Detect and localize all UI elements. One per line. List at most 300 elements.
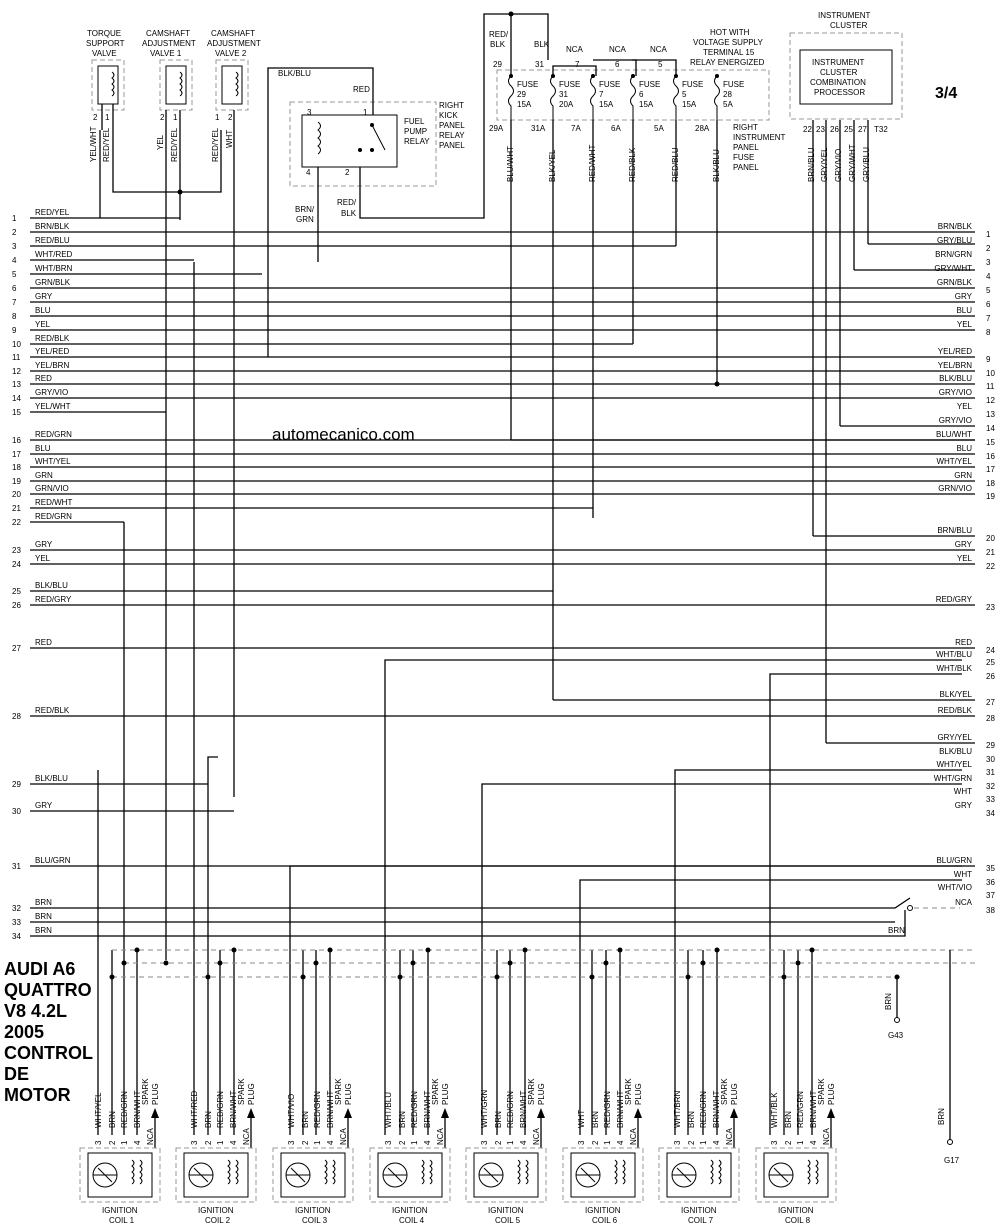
fuse-number: 7 xyxy=(599,90,604,99)
spark-plug-label: PLUG xyxy=(151,1083,160,1105)
svg-text:2: 2 xyxy=(345,168,350,177)
left-pin-color: RED xyxy=(35,638,52,647)
coil-box xyxy=(756,1148,836,1202)
fuse-5 xyxy=(654,60,703,182)
svg-text:1: 1 xyxy=(215,113,220,122)
right-pin-color: YEL xyxy=(956,320,972,329)
coil-symbol-icon xyxy=(236,72,238,96)
left-pin-number: 16 xyxy=(12,436,21,445)
arrow-up-icon xyxy=(537,1108,545,1118)
bus-splice-dot xyxy=(701,961,706,966)
fuse-in-pin: 6 xyxy=(615,60,620,69)
svg-text:2: 2 xyxy=(160,113,165,122)
coil-box xyxy=(176,1148,256,1202)
coil-winding-icon xyxy=(615,1160,617,1184)
svg-text:TERMINAL 15: TERMINAL 15 xyxy=(703,48,755,57)
left-pin-color: GRN/VIO xyxy=(35,484,69,493)
fuse-29 xyxy=(489,60,538,182)
left-pin-number: 8 xyxy=(12,312,17,321)
coil-label: IGNITION xyxy=(392,1206,428,1215)
left-row-14 xyxy=(12,388,975,403)
ignition-coils xyxy=(80,948,900,1226)
svg-text:1: 1 xyxy=(363,108,368,117)
coil-wire-color: WHT/BRN xyxy=(673,1090,682,1128)
cluster-pin-number: 22 xyxy=(803,125,812,134)
coil-wire-color: RED/GRN xyxy=(313,1091,322,1128)
coil-box xyxy=(466,1148,546,1202)
left-row-24 xyxy=(12,554,975,569)
label-blk-blu: BLK/BLU xyxy=(278,69,311,78)
fuse-number: 6 xyxy=(639,90,644,99)
left-pin-number: 6 xyxy=(12,284,17,293)
left-row-26 xyxy=(12,595,975,610)
coil-label: IGNITION xyxy=(778,1206,814,1215)
label-top-blk2: BLK xyxy=(534,40,550,49)
left-pin-color: BRN xyxy=(35,898,52,907)
left-row-2 xyxy=(12,222,975,237)
coil-wire-color: WHT/BLU xyxy=(384,1092,393,1128)
left-pin-number: 23 xyxy=(12,546,21,555)
left-row-12 xyxy=(12,361,975,376)
fuse-amperage: 20A xyxy=(559,100,574,109)
svg-text:RIGHT: RIGHT xyxy=(439,101,464,110)
coil-pin-number: 2 xyxy=(398,1140,407,1145)
fuse-name: FUSE xyxy=(559,80,581,89)
svg-text:WHT: WHT xyxy=(225,129,234,148)
left-pin-color: BLU/GRN xyxy=(35,856,71,865)
bus-splice-dot xyxy=(523,948,528,953)
left-pin-color: YEL/RED xyxy=(35,347,70,356)
left-row-27 xyxy=(12,638,975,653)
fuse-amperage: 5A xyxy=(723,100,733,109)
right-pin-color: BRN/BLU xyxy=(937,526,972,535)
svg-text:VALVE: VALVE xyxy=(92,49,117,58)
coil-pin-number: NCA xyxy=(436,1128,445,1145)
right-pin-number: 21 xyxy=(986,548,995,557)
ignition-coil-6 xyxy=(563,1078,643,1225)
svg-text:VALVE 1: VALVE 1 xyxy=(150,49,182,58)
label-top-blk: BLK xyxy=(490,40,506,49)
right-pin-number: 11 xyxy=(986,382,995,391)
camshaft-valve-1 xyxy=(142,29,196,110)
g17-wire-label: BRN xyxy=(937,1108,946,1125)
svg-text:RIGHT: RIGHT xyxy=(733,123,758,132)
coil-box xyxy=(563,1148,643,1202)
svg-text:COMBINATION: COMBINATION xyxy=(810,78,866,87)
arrow-up-icon xyxy=(151,1108,159,1118)
coil-label: IGNITION xyxy=(198,1206,234,1215)
left-pin-color: YEL xyxy=(35,554,51,563)
left-row-32 xyxy=(12,898,52,913)
cluster-pin-color: GRY/WHT xyxy=(848,144,857,182)
cluster-pin-color: GRY/BLU xyxy=(862,147,871,182)
left-pin-number: 31 xyxy=(12,862,21,871)
left-pin-color: GRY/VIO xyxy=(35,388,69,397)
left-row-9 xyxy=(12,320,975,335)
fuse-amperage: 15A xyxy=(639,100,654,109)
spark-plug-label: PLUG xyxy=(827,1083,836,1105)
left-pin-color: RED/WHT xyxy=(35,498,73,507)
svg-text:RED/YEL: RED/YEL xyxy=(211,127,220,162)
coil-wire-color: RED/GRN xyxy=(796,1091,805,1128)
fuse-out-color: RED/BLK xyxy=(628,147,637,182)
spark-plug-label: SPARK xyxy=(237,1078,246,1105)
right-pin-color: GRN/BLK xyxy=(936,278,972,287)
coil-symbol-icon xyxy=(180,72,182,96)
coil-pin-number: 3 xyxy=(384,1140,393,1145)
fuse-out-pin: 29A xyxy=(489,124,504,133)
coil-wire-color: BRN/WHT xyxy=(326,1090,335,1128)
coil-wire-color: BRN/WHT xyxy=(133,1090,142,1128)
fuse-out-pin: 6A xyxy=(611,124,621,133)
coil-wire-color: BRN xyxy=(687,1111,696,1128)
left-pin-number: 29 xyxy=(12,780,21,789)
right-pin-number: 9 xyxy=(986,355,991,364)
spark-plug-label: PLUG xyxy=(730,1083,739,1105)
coil-wire-color: BRN xyxy=(784,1111,793,1128)
coil-wire-color: WHT/BLK xyxy=(770,1092,779,1128)
coil-pin-number: 2 xyxy=(494,1140,503,1145)
svg-text:VOLTAGE SUPPLY: VOLTAGE SUPPLY xyxy=(693,38,763,47)
right-connector xyxy=(511,222,995,915)
ignition-coil-8 xyxy=(756,1078,836,1225)
right-pin-color: WHT xyxy=(953,787,972,796)
right-pin-color: BLU xyxy=(956,444,972,453)
left-pin-color: BLK/BLU xyxy=(35,581,68,590)
coil-label: COIL 6 xyxy=(592,1216,618,1225)
svg-text:2: 2 xyxy=(228,113,233,122)
bus-splice-dot xyxy=(426,948,431,953)
svg-text:INSTRUMENT: INSTRUMENT xyxy=(812,58,865,67)
coil-pin-number: 1 xyxy=(313,1140,322,1145)
bus-splice-dot xyxy=(135,948,140,953)
right-pin-color: YEL/RED xyxy=(937,347,972,356)
spark-plug-label: SPARK xyxy=(141,1078,150,1105)
spark-plug-label: SPARK xyxy=(720,1078,729,1105)
left-pin-color: GRY xyxy=(35,540,53,549)
coil-pin-number: 4 xyxy=(809,1140,818,1145)
left-row-16 xyxy=(12,430,975,445)
left-pin-color: BRN xyxy=(35,926,52,935)
spark-plug-label: PLUG xyxy=(344,1083,353,1105)
right-pin-color: GRY xyxy=(954,292,972,301)
coil-wire-color: BRN xyxy=(108,1111,117,1128)
coil-wire-color: BRN xyxy=(204,1111,213,1128)
right-pin-color: RED/GRY xyxy=(935,595,972,604)
left-row-1 xyxy=(12,208,180,223)
svg-text:CAMSHAFT: CAMSHAFT xyxy=(211,29,255,38)
fuel-pump-relay xyxy=(290,101,465,186)
coil-winding-icon xyxy=(518,1160,520,1184)
right-pin-color: GRY xyxy=(954,540,972,549)
coil-wire-color: BRN/WHT xyxy=(712,1090,721,1128)
left-pin-number: 20 xyxy=(12,490,21,499)
bus-splice-dot xyxy=(715,948,720,953)
fuse-out-color: BLU/WHT xyxy=(506,146,515,182)
right-pin-color: BRN/BLK xyxy=(937,222,972,231)
fuse-amperage: 15A xyxy=(517,100,532,109)
left-pin-number: 34 xyxy=(12,932,21,941)
right-pin-number: 19 xyxy=(986,492,995,501)
coil-label: COIL 7 xyxy=(688,1216,714,1225)
left-pin-color: RED/GRN xyxy=(35,512,72,521)
right-pin-color: BRN/GRN xyxy=(935,250,972,259)
title-line-6: DE xyxy=(4,1064,30,1084)
bus-splice-dot xyxy=(206,975,211,980)
coil-pin-number: 3 xyxy=(287,1140,296,1145)
left-pin-number: 10 xyxy=(12,340,21,349)
fuse-group xyxy=(489,60,744,182)
fuse-out-color: RED/WHT xyxy=(588,144,597,182)
right-pin-color: BLK/BLU xyxy=(939,747,972,756)
coil-wire-color: WHT xyxy=(577,1109,586,1128)
camshaft-valve-2 xyxy=(207,29,261,110)
right-pin-number: 5 xyxy=(986,286,991,295)
coil-pin-number: NCA xyxy=(146,1128,155,1145)
left-pin-color: WHT/YEL xyxy=(35,457,71,466)
left-pin-color: BLK/BLU xyxy=(35,774,68,783)
arrow-up-icon xyxy=(730,1108,738,1118)
coil-box xyxy=(659,1148,739,1202)
coil-pin-number: 2 xyxy=(204,1140,213,1145)
right-pin-number: 4 xyxy=(986,272,991,281)
left-row-13 xyxy=(12,374,717,389)
svg-text:RED/YEL: RED/YEL xyxy=(170,127,179,162)
left-row-4 xyxy=(12,250,194,265)
bus-splice-dot xyxy=(398,975,403,980)
coil-wire-color: WHT/YEL xyxy=(94,1092,103,1128)
svg-text:PANEL: PANEL xyxy=(733,163,759,172)
left-pin-number: 22 xyxy=(12,518,21,527)
left-pin-number: 32 xyxy=(12,904,21,913)
ignition-coil-4 xyxy=(370,1078,450,1225)
coil-label: COIL 2 xyxy=(205,1216,231,1225)
svg-text:RELAY ENERGIZED: RELAY ENERGIZED xyxy=(690,58,765,67)
bus-splice-dot xyxy=(301,975,306,980)
right-pin-number: 32 xyxy=(986,782,995,791)
arrow-up-icon xyxy=(634,1108,642,1118)
left-pin-number: 14 xyxy=(12,394,21,403)
label-brn-grn-1: BRN/ xyxy=(295,205,315,214)
fuse-in-pin: 7 xyxy=(575,60,580,69)
right-pin-number: 26 xyxy=(986,672,995,681)
svg-text:FUEL: FUEL xyxy=(404,117,425,126)
right-pin-number: 31 xyxy=(986,768,995,777)
arrow-up-icon xyxy=(344,1108,352,1118)
ignition-coil-2 xyxy=(176,1078,256,1225)
right-pin-number: 25 xyxy=(986,658,995,667)
coil-label: COIL 8 xyxy=(785,1216,811,1225)
label-red-blk-1: RED/ xyxy=(337,198,357,207)
left-row-30 xyxy=(12,801,234,816)
svg-text:RELAY: RELAY xyxy=(439,131,465,140)
cluster-pin-number: 23 xyxy=(816,125,825,134)
coil-pin-number: 4 xyxy=(712,1140,721,1145)
right-pin-color: BLK/YEL xyxy=(939,690,972,699)
spark-plug-label: SPARK xyxy=(624,1078,633,1105)
right-pin-color: YEL xyxy=(956,554,972,563)
left-pin-color: GRY xyxy=(35,292,53,301)
fuse-31 xyxy=(531,60,580,182)
cluster-pin-color: GRY/VIO xyxy=(834,148,843,182)
left-pin-number: 24 xyxy=(12,560,21,569)
right-pin-color: NCA xyxy=(955,898,972,907)
left-pin-number: 21 xyxy=(12,504,21,513)
relay-switch-icon xyxy=(372,125,385,150)
coil-winding-icon xyxy=(132,1160,134,1184)
left-pin-number: 27 xyxy=(12,644,21,653)
fuse-number: 29 xyxy=(517,90,526,99)
right-pin-color: GRY/VIO xyxy=(938,416,972,425)
coil-label: IGNITION xyxy=(295,1206,331,1215)
coil-box xyxy=(370,1148,450,1202)
title-line-2: QUATTRO xyxy=(4,980,92,1000)
bus-splice-dot xyxy=(411,961,416,966)
right-pin-number: 17 xyxy=(986,465,995,474)
coil-pin-number: 3 xyxy=(770,1140,779,1145)
spark-plug-label: SPARK xyxy=(817,1078,826,1105)
splice-dot xyxy=(715,382,720,387)
svg-text:RED/YEL: RED/YEL xyxy=(102,127,111,162)
left-pin-number: 28 xyxy=(12,712,21,721)
bus-splice-dot xyxy=(796,961,801,966)
right-pin-color: BLU/GRN xyxy=(936,856,972,865)
valve-box xyxy=(92,60,124,110)
left-row-29 xyxy=(12,774,208,789)
left-pin-color: GRN xyxy=(35,471,53,480)
right-pin-color: WHT xyxy=(953,870,972,879)
coil-pin-number: 2 xyxy=(687,1140,696,1145)
bus-splice-dot xyxy=(508,961,513,966)
coil-wire-color: RED/GRN xyxy=(216,1091,225,1128)
right-pin-number: 15 xyxy=(986,438,995,447)
svg-text:PANEL: PANEL xyxy=(439,141,465,150)
title-line-7: MOTOR xyxy=(4,1085,71,1105)
left-pin-color: BLU xyxy=(35,306,51,315)
right-pin-color: RED/BLK xyxy=(937,706,972,715)
svg-text:CLUSTER: CLUSTER xyxy=(820,68,858,77)
left-pin-color: WHT/RED xyxy=(35,250,73,259)
svg-text:FUSE: FUSE xyxy=(733,153,755,162)
arrow-up-icon xyxy=(441,1108,449,1118)
svg-text:INSTRUMENT: INSTRUMENT xyxy=(733,133,786,142)
cluster-pin-number: 25 xyxy=(844,125,853,134)
right-pin-number: 6 xyxy=(986,300,991,309)
left-row-28 xyxy=(12,706,975,721)
cluster-pin-number: 27 xyxy=(858,125,867,134)
left-pin-number: 30 xyxy=(12,807,21,816)
label-red: RED xyxy=(353,85,370,94)
right-pin-color: GRY/YEL xyxy=(937,733,972,742)
coil-wire-color: RED/GRN xyxy=(603,1091,612,1128)
spark-plug-label: PLUG xyxy=(537,1083,546,1105)
left-row-3 xyxy=(12,236,676,251)
left-row-7 xyxy=(12,292,975,307)
left-pin-number: 1 xyxy=(12,214,17,223)
right-pin-number: 29 xyxy=(986,741,995,750)
right-pin-color: WHT/VIO xyxy=(937,883,972,892)
right-pin-color: GRN xyxy=(954,471,972,480)
coil-wire-color: RED/GRN xyxy=(699,1091,708,1128)
left-pin-number: 5 xyxy=(12,270,17,279)
fuse-in-pin: 5 xyxy=(658,60,663,69)
svg-text:SUPPORT: SUPPORT xyxy=(86,39,125,48)
coil-wire-color: BRN xyxy=(494,1111,503,1128)
instrument-cluster xyxy=(790,11,902,134)
right-pin-number: 38 xyxy=(986,906,995,915)
coil-pin-number: 4 xyxy=(423,1140,432,1145)
right-pin-number: 33 xyxy=(986,795,995,804)
label-brn-grn-2: GRN xyxy=(296,215,314,224)
right-pin-number: 3 xyxy=(986,258,991,267)
left-pin-number: 19 xyxy=(12,477,21,486)
bus-splice-dot xyxy=(218,961,223,966)
left-pin-number: 15 xyxy=(12,408,21,417)
right-pin-color: WHT/YEL xyxy=(936,760,972,769)
right-pin-color: RED xyxy=(955,638,972,647)
coil-box xyxy=(80,1148,160,1202)
ground-g43: G43 xyxy=(888,1031,904,1040)
right-pin-color: BLK/BLU xyxy=(939,374,972,383)
coil-wire-color: BRN/WHT xyxy=(519,1090,528,1128)
svg-text:4: 4 xyxy=(306,168,311,177)
coil-wire-color: WHT/GRN xyxy=(480,1089,489,1128)
coil-pin-number: 1 xyxy=(796,1140,805,1145)
fuse-out-color: RED/BLU xyxy=(671,147,680,182)
left-row-33 xyxy=(12,912,52,927)
left-pin-color: RED/GRY xyxy=(35,595,72,604)
coil-pin-number: 4 xyxy=(616,1140,625,1145)
left-pin-number: 3 xyxy=(12,242,17,251)
bus-splice-dot xyxy=(232,948,237,953)
left-pin-color: BLU xyxy=(35,444,51,453)
svg-text:CAMSHAFT: CAMSHAFT xyxy=(146,29,190,38)
coil-pin-number: 2 xyxy=(108,1140,117,1145)
fuse-out-pin: 28A xyxy=(695,124,710,133)
coil-pin-number: 3 xyxy=(577,1140,586,1145)
spark-plug-label: PLUG xyxy=(634,1083,643,1105)
right-pin-number: 30 xyxy=(986,755,995,764)
left-row-23 xyxy=(12,540,975,555)
fuse-amperage: 15A xyxy=(599,100,614,109)
coil-wire-color: RED/GRN xyxy=(506,1091,515,1128)
right-pin-number: 36 xyxy=(986,878,995,887)
right-pin-color: YEL/BRN xyxy=(937,361,972,370)
coil-winding-icon xyxy=(325,1160,327,1184)
right-pin-number: 1 xyxy=(986,230,991,239)
left-pin-color: RED xyxy=(35,374,52,383)
cluster-pin-number: 26 xyxy=(830,125,839,134)
right-pin-number: 16 xyxy=(986,452,995,461)
svg-text:PANEL: PANEL xyxy=(439,121,465,130)
svg-text:PROCESSOR: PROCESSOR xyxy=(814,88,866,97)
left-row-20 xyxy=(12,484,975,499)
title-line-4: 2005 xyxy=(4,1022,45,1042)
ground-g17: G17 xyxy=(944,1156,960,1165)
title-block xyxy=(4,959,93,1105)
left-pin-number: 11 xyxy=(12,353,21,362)
coil-pin-number: 1 xyxy=(410,1140,419,1145)
svg-text:NCA: NCA xyxy=(566,45,583,54)
bus-splice-dot xyxy=(895,975,900,980)
g43-wire-label: BRN xyxy=(884,993,893,1010)
fuse-out-pin: 31A xyxy=(531,124,546,133)
right-pin-number: 8 xyxy=(986,328,991,337)
left-row-21 xyxy=(12,498,593,513)
right-pin-color: WHT/BLK xyxy=(936,664,972,673)
fuse-name: FUSE xyxy=(682,80,704,89)
left-pin-color: GRN/BLK xyxy=(35,278,71,287)
